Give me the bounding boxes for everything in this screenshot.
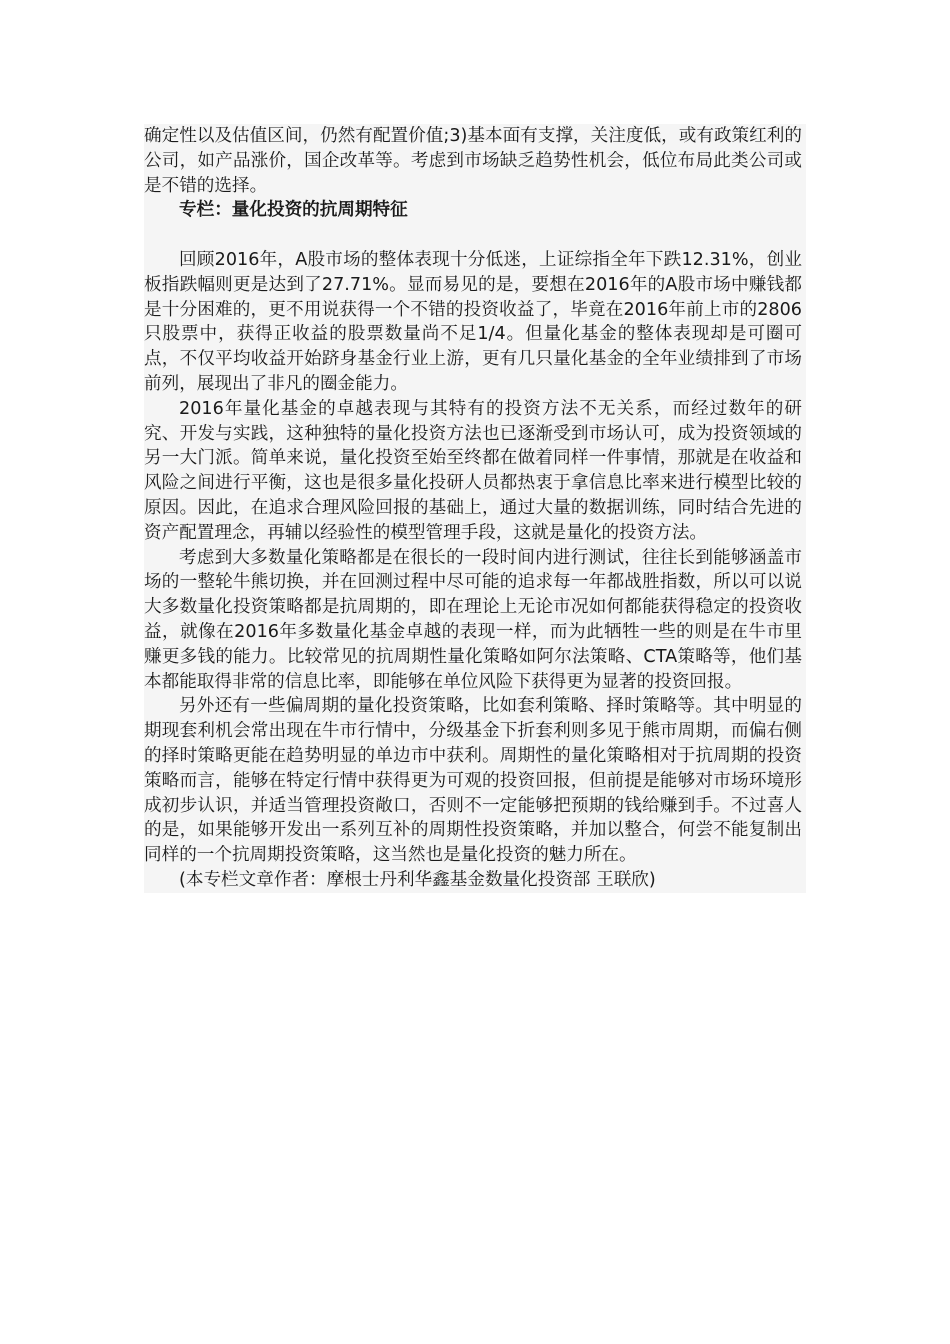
- author-note: (本专栏文章作者：摩根士丹利华鑫基金数量化投资部 王联欣): [179, 869, 656, 890]
- article-body: [144, 124, 806, 893]
- intro-paragraph: 确定性以及估值区间，仍然有配置价值;3)基本面有支撑，关注度低，或有政策红利的公司，如产品涨价，国企改革等。考虑到市场缺乏趋势性机会，低位布局此类公司或是不错的选择。: [144, 126, 802, 196]
- paragraph-4: 另外还有一些偏周期的量化投资策略，比如套利策略、择时策略等。其中明显的期现套利机会常出现在牛市行情中，分级基金下折套利则多见于熊市周期，而偏右侧的择时策略更能在趋势明显的单边市中获利。周期性的量化策略相对于抗周期的投资策略而言，能够在特定行情中获得更为可观的投资回报，但前提是能够对市场环境形成初步认识，并适当管理投资敞口，否则不一定能够把预期的钱给赚到手。不过喜人的是，如果能够开发出一系列互补的周期性投资策略，并加以整合，何尝不能复制出同样的一个抗周期投资策略，这当然也是量化投资的魅力所在。: [144, 696, 802, 866]
- paragraph-3: 考虑到大多数量化策略都是在很长的一段时间内进行测试，往往长到能够涵盖市场的一整轮牛熊切换，并在回测过程中尽可能的追求每一年都战胜指数，所以可以说大多数量化投资策略都是抗周期的，即在理论上无论市况如何都能获得稳定的投资收益，就像在2016年多数量化基金卓越的表现一样，而为此牺牲一些的则是在牛市里赚更多钱的能力。比较常见的抗周期性量化策略如阿尔法策略、CTA策略等，他们基本都能取得非常的信息比率，即能够在单位风险下获得更为显著的投资回报。: [144, 547, 802, 692]
- section-title: 专栏：量化投资的抗周期特征: [179, 200, 408, 221]
- blank-line: [144, 223, 802, 248]
- paragraph-1: 回顾2016年，A股市场的整体表现十分低迷，上证综指全年下跌12.31%，创业板指跌幅则更是达到了27.71%。显而易见的是，要想在2016年的A股市场中赚钱都是十分困难的，更不用说获得一个不错的投资收益了，毕竟在2016年前上市的2806只股票中，获得正收益的股票数量尚不足1/4。但量化基金的整体表现却是可圈可点，不仅平均收益开始跻身基金行业上游，更有几只量化基金的全年业绩排到了市场前列，展现出了非凡的圈金能力。: [144, 249, 802, 394]
- paragraph-2: 2016年量化基金的卓越表现与其特有的投资方法不无关系，而经过数年的研究、开发与实践，这种独特的量化投资方法也已逐渐受到市场认可，成为投资领域的另一大门派。简单来说，量化投资至始至终都在做着同样一件事情，那就是在收益和风险之间进行平衡，这也是很多量化投研人员都热衷于拿信息比率来进行模型比较的原因。因此，在追求合理风险回报的基础上，通过大量的数据训练，同时结合先进的资产配置理念，再辅以经验性的模型管理手段，这就是量化的投资方法。: [144, 398, 802, 543]
